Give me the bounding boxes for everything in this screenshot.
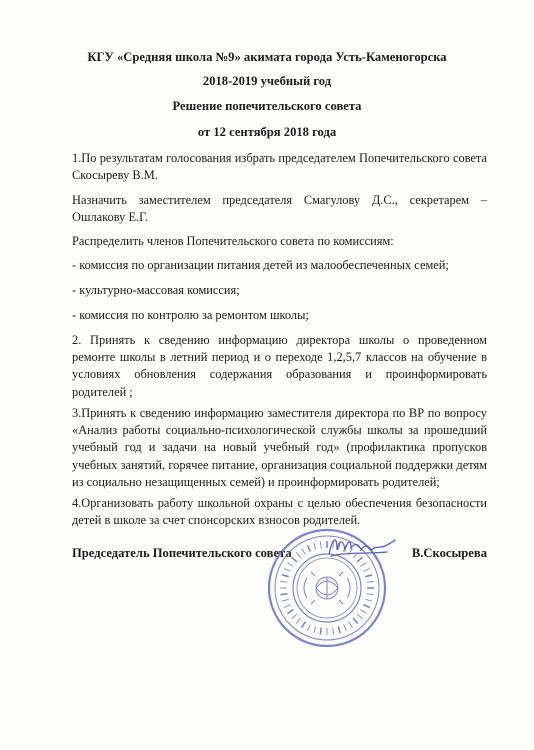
stamp-lettering-mark: [365, 599, 372, 601]
stamp-lettering-mark: [367, 581, 374, 582]
stamp-lettering-mark: [353, 618, 358, 623]
stamp-lettering-mark: [338, 626, 340, 633]
stamp-lettering-mark: [320, 542, 321, 549]
stamp-lettering-mark: [281, 594, 288, 595]
stamp-lettering-mark: [281, 581, 288, 582]
stamp-lettering-mark: [284, 569, 290, 572]
stamp-lettering-mark: [333, 628, 334, 635]
stamp-lettering-mark: [284, 605, 290, 608]
stamp-lettering-mark: [292, 557, 297, 562]
chair-name: В.Скосырева: [411, 546, 487, 560]
stamp-lettering-mark: [302, 622, 306, 628]
stamp-lettering-mark: [282, 575, 289, 577]
chair-title: Председатель Попечительского совета: [72, 546, 292, 560]
commission-item-1: - комиссия по организации питания детей из малообеспеченных семей;: [72, 258, 449, 272]
stamp-lettering-mark: [296, 618, 301, 623]
paragraph-6: 4.Организовать работу школьной охраны с целью обеспечения безопасности детей в школе за счет спонсорских взносов родителей.: [72, 496, 487, 528]
stamp-lettering-mark: [288, 563, 294, 567]
stamp-lettering-mark: [314, 543, 316, 550]
stamp-lettering-mark: [361, 563, 367, 567]
handwritten-signature: [325, 530, 397, 562]
stamp-lettering-mark: [349, 622, 353, 628]
stamp-lettering-mark: [363, 605, 369, 608]
stamp-lettering-mark: [363, 569, 369, 572]
document-title: Решение попечительского совета: [172, 99, 362, 113]
stamp-lettering-mark: [314, 626, 316, 633]
paragraph-1: 1.По результатам голосования избрать председателем Попечительского совета Скосыреву В.М.: [72, 151, 487, 183]
stamp-lettering-mark: [361, 610, 367, 614]
stamp-lettering-mark: [308, 545, 311, 551]
stamp-lettering-mark: [296, 553, 301, 558]
paragraph-5: 3.Принять к сведению информацию заместителя директора по ВР по вопросу «Анализ работы социально-психологической службы школы за прошедший учебный год и задачи на новый учебный год» (профилактика пропусков учебных занятий, горячее питание, организация социальной поддержки детям из социально незащищенных семей) и проинформировать родителей;: [72, 406, 487, 489]
commission-item-2: - культурно-массовая комиссия;: [72, 283, 240, 297]
stamp-lettering-mark: [288, 610, 294, 614]
stamp-lettering-mark: [344, 624, 347, 630]
commission-item-3: - комиссия по контролю за ремонтом школы;: [72, 308, 309, 322]
stamp-lettering-mark: [282, 599, 289, 601]
stamp-lettering-mark: [367, 594, 374, 595]
stamp-lettering-mark: [302, 549, 306, 555]
stamp-lettering-mark: [357, 614, 362, 619]
paragraph-3: Распределить членов Попечительского совета по комиссиям:: [72, 234, 394, 248]
paragraph-2: Назначить заместителем председателя Смагулову Д.С., секретарем – Ошлакову Е.Г.: [72, 193, 487, 225]
stamp-lettering-mark: [320, 628, 321, 635]
document-date: от 12 сентября 2018 года: [197, 125, 337, 139]
school-year: 2018-2019 учебный год: [202, 74, 332, 88]
paragraph-4: 2. Принять к сведению информацию директора школы о проведенном ремонте школы в летний период и о переходе 1,2,5,7 классов на обучение в условиях обновления содержания образования и проинформировать родителей ;: [72, 333, 487, 399]
stamp-lettering-mark: [308, 624, 311, 630]
stamp-lettering-mark: [365, 575, 372, 577]
org-title: КГУ «Средняя школа №9» акимата города Усть-Каменогорска: [87, 50, 447, 64]
stamp-lettering-mark: [292, 614, 297, 619]
